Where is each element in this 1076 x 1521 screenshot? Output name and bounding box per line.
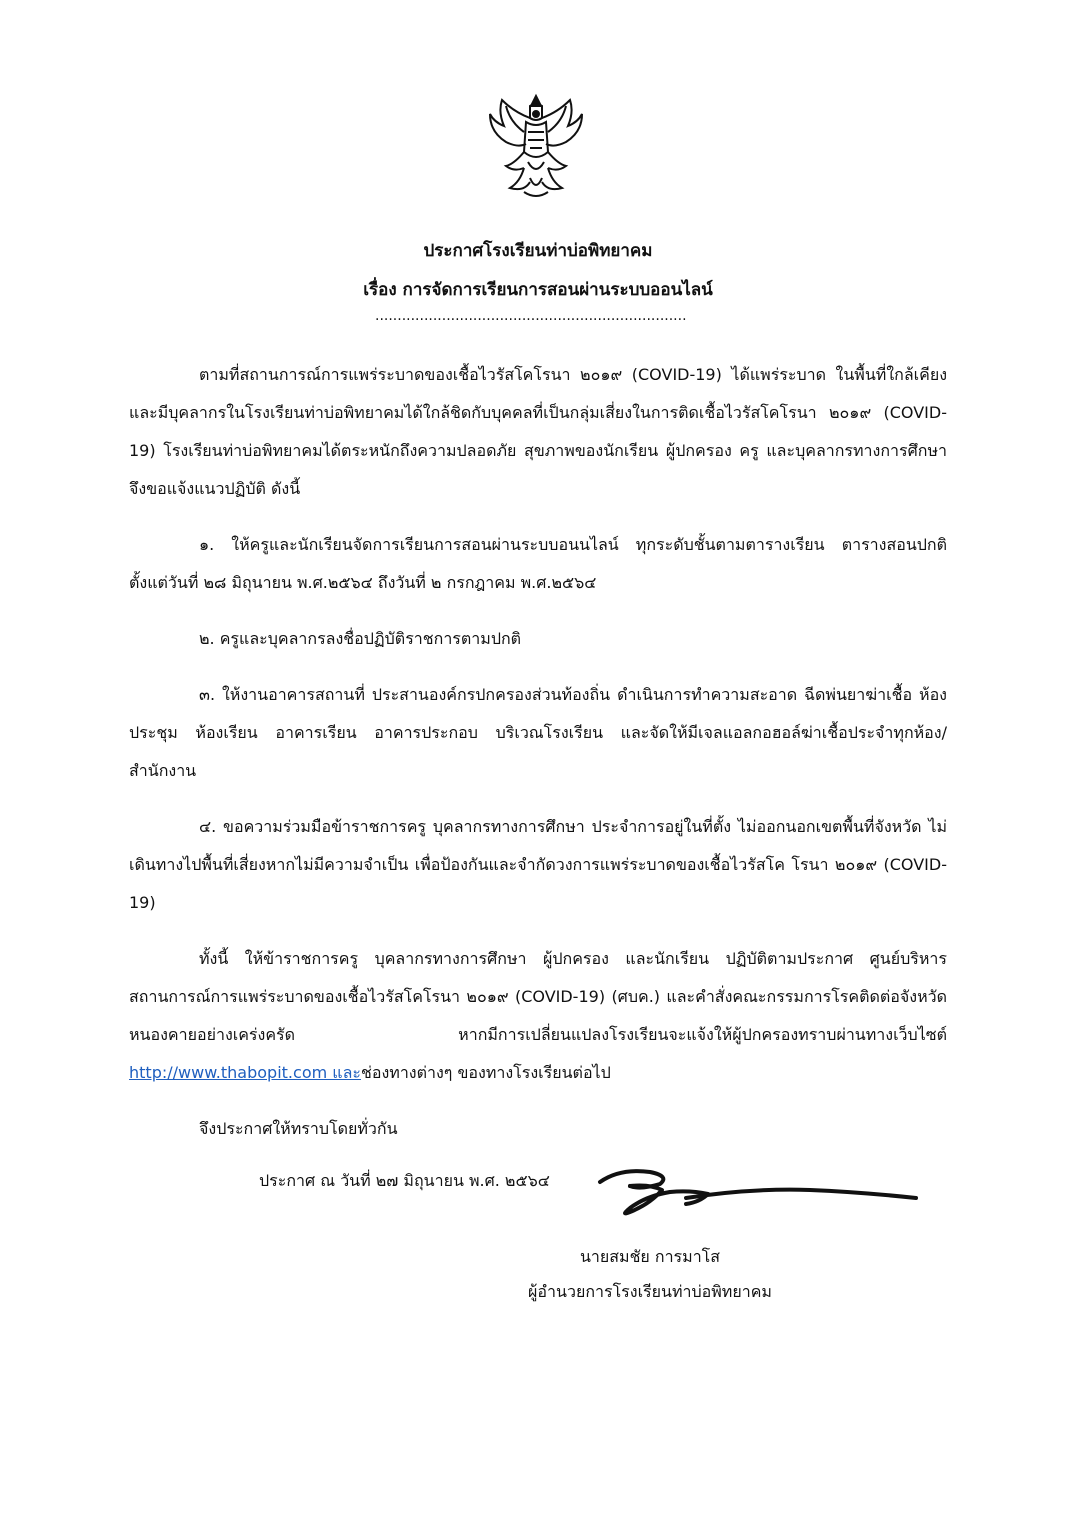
item-4-paragraph: ๔. ขอความร่วมมือข้าราชการครู บุคลากรทางการศึกษา ประจำการอยู่ในที่ตั้ง ไม่ออกนอกเขตพื้นที่จังหวัด ไม่เดินทางไปพื้นที่เสี่ยงหากไม่มีความจำเป็น เพื่อป้องกันและจำกัดวงการแพร่ระบาดของเชื้อไวรัสโค โรนา ๒๐๑๙ (COVID-19) [129,817,947,912]
announce-line: จึงประกาศให้ทราบโดยทั่วกัน [199,1119,398,1138]
garuda-emblem-icon [484,92,588,202]
closing-paragraph [129,940,947,1092]
document-body [129,356,947,1218]
item-2-paragraph: ๒. ครูและบุคลากรลงชื่อปฏิบัติราชการตามปกติ [199,629,522,648]
document-title: ประกาศโรงเรียนท่าบ่อพิทยาคม [423,241,653,261]
website-link[interactable]: http://www.thabopit.com และ [129,1063,361,1082]
document-subject: เรื่อง การจัดการเรียนการสอนผ่านระบบออนไลน์ [363,280,713,300]
closing-text-end: ช่องทางต่างๆ ของทางโรงเรียนต่อไป [360,1063,611,1082]
item-3-paragraph: ๓. ให้งานอาคารสถานที่ ประสานองค์กรปกครองส่วนท้องถิ่น ดำเนินการทำความสะอาด ฉีดพ่นยาฆ่าเชื้อ ห้องประชุม ห้องเรียน อาคารเรียน อาคารประกอบ บริเวณโรงเรียน และจัดให้มีเจลแอลกอฮอล์ฆ่าเชื้อประจำทุกห้อง/สำนักงาน [129,685,947,780]
item-1-paragraph: ๑. ให้ครูและนักเรียนจัดการเรียนการสอนผ่านระบบอนนไลน์ ทุกระดับชั้นตามตารางเรียน ตารางสอนปกติ ตั้งแต่วันที่ ๒๘ มิถุนายน พ.ศ.๒๕๖๔ ถึงวันที่ ๒ กรกฎาคม พ.ศ.๒๕๖๔ [129,535,947,592]
separator-line: ...................................................................... [375,308,687,324]
closing-text: ทั้งนี้ ให้ข้าราชการครู บุคลากรทางการศึกษา ผู้ปกครอง และนักเรียน ปฏิบัติตามประกาศ ศูนย์บริหารสถานการณ์การแพร่ระบาดของเชื้อไวรัสโคโรนา ๒๐๑๙ (COVID-19) (ศบค.) และคำสั่งคณะกรรมการโรคติดต่อจังหวัดหนองคายอย่างเคร่งครัด หากมีการเปลี่ยนแปลงโรงเรียนจะแจ้งให้ผู้ปกครองทราบผ่านทางเว็บไซต์ [129,949,947,1044]
intro-paragraph: ตามที่สถานการณ์การแพร่ระบาดของเชื้อไวรัสโคโรนา ๒๐๑๙ (COVID-19) ได้แพร่ระบาด ในพื้นที่ใกล้เคียง และมีบุคลากรในโรงเรียนท่าบ่อพิทยาคมได้ใกล้ชิดกับบุคคลที่เป็นกลุ่มเสี่ยงในการติดเชื้อไวรัสโคโรนา ๒๐๑๙ (COVID-19) โรงเรียนท่าบ่อพิทยาคมได้ตระหนักถึงความปลอดภัย สุขภาพของนักเรียน ผู้ปกครอง ครู และบุคลากรทางการศึกษา จึงขอแจ้งแนวปฏิบัติ ดังนี้ [129,365,947,498]
announcement-date: ประกาศ ณ วันที่ ๒๗ มิถุนายน พ.ศ. ๒๕๖๔ [259,1171,550,1190]
signer-name: นายสมชัย การมาโส [579,1247,721,1266]
handwritten-signature [590,1160,920,1230]
signer-position: ผู้อำนวยการโรงเรียนท่าบ่อพิทยาคม [528,1282,772,1301]
